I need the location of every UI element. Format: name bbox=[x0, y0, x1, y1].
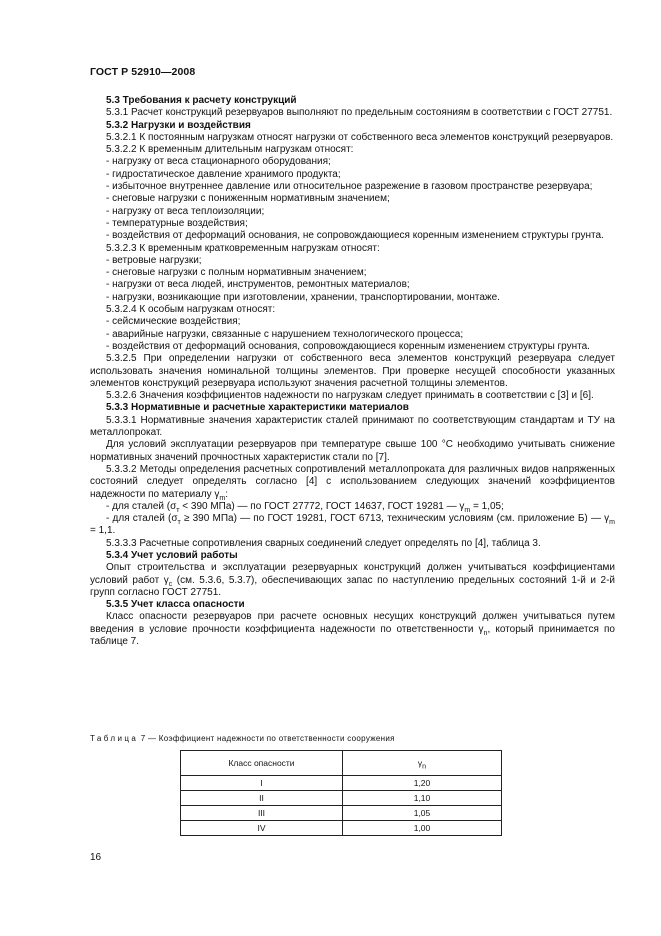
list-item: - воздействия от деформаций основания, сопровождающиеся коренным изменением структуры грунта. bbox=[106, 340, 590, 352]
document-header: ГОСТ Р 52910—2008 bbox=[90, 66, 196, 78]
document-body bbox=[90, 95, 615, 648]
list-item: - температурные воздействия; bbox=[106, 217, 248, 229]
para-5-3-5 bbox=[90, 611, 615, 648]
table-row bbox=[181, 806, 502, 821]
coefficient-table bbox=[180, 750, 502, 836]
table-caption-word: Таблица bbox=[90, 734, 139, 743]
list-item: - снеговые нагрузки с полным нормативным значением; bbox=[106, 267, 367, 279]
subscript: m bbox=[219, 494, 226, 502]
list-item bbox=[90, 501, 615, 513]
para-5-3-2-5: 5.3.2.5 При определении нагрузки от собственного веса элементов конструкций резервуара следует использовать значения номинальной толщины элементов. При проверке несущей способности указанных элементов конструкций резервуара используют значения расчетной толщины элементов. bbox=[90, 353, 615, 389]
para-5-3-3-1b: Для условий эксплуатации резервуаров при температуре свыше 100 °С необходимо учитывать снижение нормативных значений прочностных характеристик стали по [7]. bbox=[90, 439, 615, 463]
para-5-3-2-4: 5.3.2.4 К особым нагрузкам относят: bbox=[106, 304, 276, 316]
table-caption bbox=[90, 734, 395, 743]
list-item: - воздействия от деформаций основания, не сопровождающиеся коренным изменением структуры грунта. bbox=[106, 230, 604, 242]
table-cell-class: I bbox=[181, 776, 343, 791]
para-text: 5.3.3.2 Методы определения расчетных сопротивлений металлопроката для различных видов напряженных состояний следует определять согласно [4] с использованием следующих значений коэффициентов надежности по материалу γ bbox=[90, 463, 615, 500]
table-cell-class: IV bbox=[181, 821, 343, 836]
list-item: - нагрузки, возникающие при изготовлении, хранении, транспортировании, монтаже. bbox=[106, 291, 500, 303]
para-text: Опыт строительства и эксплуатации резервуарных конструкций должен учитываться коэффициентами условий работ γ bbox=[90, 562, 615, 586]
para-text: : bbox=[225, 488, 229, 500]
table-header-row bbox=[181, 751, 502, 776]
table-cell-value: 1,05 bbox=[343, 806, 502, 821]
list-item: - нагрузки от веса людей, инструментов, ремонтных материалов; bbox=[106, 279, 410, 291]
para-text: , который принимается по таблице 7. bbox=[90, 623, 615, 648]
subscript: m bbox=[464, 506, 471, 514]
table-caption-text: 7 — Коэффициент надежности по ответственности сооружения bbox=[140, 734, 395, 743]
para-5-3-4 bbox=[90, 562, 615, 599]
list-item: - ветровые нагрузки; bbox=[106, 254, 202, 266]
section-5-3-3-title: 5.3.3 Нормативные и расчетные характеристики материалов bbox=[106, 402, 409, 414]
list-text: ≥ 390 МПа) — по ГОСТ 19281, ГОСТ 6713, техническим условиям (см. приложение Б) — γ bbox=[180, 513, 610, 525]
para-5-3-2-6: 5.3.2.6 Значения коэффициентов надежности по нагрузкам следует принимать в соответствии с [3] и [6]. bbox=[106, 390, 594, 402]
para-text: Класс опасности резервуаров при расчете основных несущих конструкций должен учитываться путем введения в условие прочности коэффициента надежности по ответственности γ bbox=[90, 611, 615, 635]
table-cell-value: 1,20 bbox=[343, 776, 502, 791]
list-item: - аварийные нагрузки, связанные с нарушением технологического процесса; bbox=[106, 328, 464, 340]
list-item: - избыточное внутреннее давление или относительное разрежение в газовом пространстве резервуара; bbox=[106, 181, 593, 193]
para-5-3-3-3: 5.3.3.3 Расчетные сопротивления сварных соединений следует определять по [4], таблица 3. bbox=[106, 537, 541, 549]
list-item: - нагрузку от веса теплоизоляции; bbox=[106, 205, 265, 217]
subscript: т bbox=[176, 506, 180, 514]
list-item: - снеговые нагрузки с пониженным нормативным значением; bbox=[106, 193, 390, 205]
table-cell-class: III bbox=[181, 806, 343, 821]
list-item: - нагрузку от веса стационарного оборудования; bbox=[106, 156, 331, 168]
list-text: < 390 МПа) — по ГОСТ 27772, ГОСТ 14637, ГОСТ 19281 — γ bbox=[179, 500, 465, 512]
para-text: (см. 5.3.6, 5.3.7), обеспечивающих запас по наступлению предельных состояний 1-й и 2-й групп согласно ГОСТ 27751. bbox=[90, 574, 615, 598]
column-header-class: Класс опасности bbox=[181, 751, 343, 776]
table-row bbox=[181, 776, 502, 791]
list-item bbox=[90, 513, 615, 538]
para-5-3-2-2: 5.3.2.2 К временным длительным нагрузкам относят: bbox=[106, 144, 354, 156]
list-item: - сейсмические воздействия; bbox=[106, 316, 241, 328]
table-row bbox=[181, 791, 502, 806]
para-5-3-2-1: 5.3.2.1 К постоянным нагрузкам относят нагрузки от собственного веса элементов конструкций резервуаров. bbox=[106, 131, 614, 143]
subscript: т bbox=[177, 519, 181, 527]
page-number: 16 bbox=[90, 852, 102, 863]
table-cell-class: II bbox=[181, 791, 343, 806]
gamma-symbol: γ bbox=[417, 758, 423, 768]
list-text: = 1,1. bbox=[90, 525, 116, 537]
list-item: - гидростатическое давление хранимого продукта; bbox=[106, 168, 341, 180]
section-5-3-4-title: 5.3.4 Учет условий работы bbox=[106, 549, 238, 561]
subscript: m bbox=[609, 519, 615, 527]
subscript: n bbox=[483, 629, 488, 637]
para-5-3-3-2 bbox=[90, 464, 615, 501]
list-text: - для сталей (σ bbox=[106, 500, 177, 512]
para-5-3-1: 5.3.1 Расчет конструкций резервуаров выполняют по предельным состояниям в соответствии с ГОСТ 27751. bbox=[106, 107, 613, 119]
para-5-3-3-1: 5.3.3.1 Нормативные значения характеристик сталей принимают по соответствующим стандартам и ТУ на металлопрокат. bbox=[90, 414, 615, 439]
column-header-gamma bbox=[343, 751, 502, 776]
section-5-3-2-title: 5.3.2 Нагрузки и воздействия bbox=[106, 119, 251, 131]
subscript: c bbox=[168, 580, 173, 588]
section-5-3-title: 5.3 Требования к расчету конструкций bbox=[106, 95, 297, 106]
section-5-3-5-title: 5.3.5 Учет класса опасности bbox=[106, 599, 245, 611]
list-text: = 1,05; bbox=[470, 500, 504, 512]
subscript: n bbox=[422, 763, 427, 771]
list-text: - для сталей (σ bbox=[106, 513, 178, 525]
table-cell-value: 1,10 bbox=[343, 791, 502, 806]
para-5-3-2-3: 5.3.2.3 К временным кратковременным нагрузкам относят: bbox=[106, 242, 380, 254]
table-cell-value: 1,00 bbox=[343, 821, 502, 836]
table-row bbox=[181, 821, 502, 836]
